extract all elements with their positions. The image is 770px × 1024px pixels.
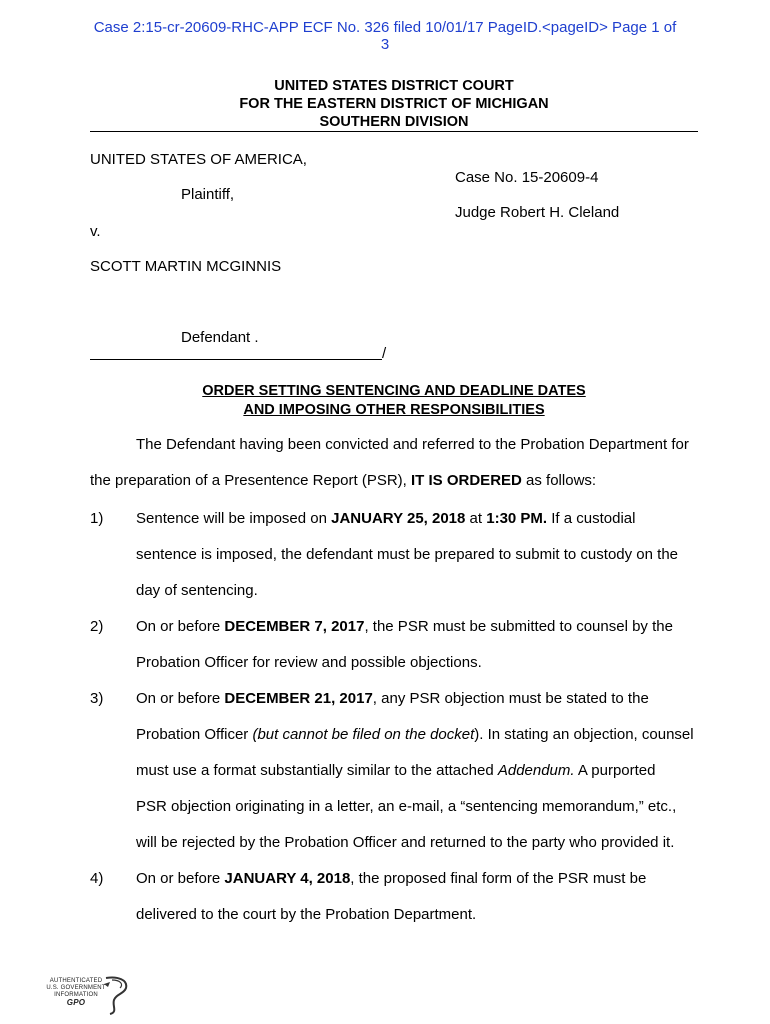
order-title-line2: AND IMPOSING OTHER RESPONSIBILITIES [243,402,545,418]
deadline-date: JANUARY 4, 2018 [224,870,351,887]
item-1-line3: day of sentencing. [136,582,258,599]
item-text: ). In stating an objection, counsel [474,726,694,743]
item-2-line2: Probation Officer for review and possible objections. [136,654,482,671]
item-number: 3) [90,690,104,707]
intro-line2 [90,472,596,490]
gpo-seal [42,972,134,1018]
ecf-header-line2: 3 [380,36,390,53]
seal-line: INFORMATION [54,992,98,998]
item-text: , the proposed final form of the PSR must be [350,870,647,887]
judge-name: Judge Robert H. Cleland [455,204,620,221]
item-text: On or before [136,870,225,887]
item-1-line2: sentence is imposed, the defendant must be prepared to submit to custody on the [136,546,678,563]
item-4-line2: delivered to the court by the Probation Department. [136,906,477,923]
ecf-header-line1: Case 2:15-cr-20609-RHC-APP ECF No. 326 filed 10/01/17 PageID.<pageID> Page 1 of [93,19,677,36]
item-3-line5: will be rejected by the Probation Officer and returned to the party who provided it. [136,834,675,851]
item-3-line3 [136,762,655,780]
item-2-line1 [136,618,673,636]
item-text: On or before [136,690,225,707]
sentencing-time: 1:30 PM. [486,510,548,527]
intro-ordered: IT IS ORDERED [411,472,522,489]
seal-line: AUTHENTICATED [49,978,103,984]
item-text: On or before [136,618,225,635]
case-number: Case No. 15-20609-4 [455,169,599,186]
item-number: 2) [90,618,104,635]
intro-line1: The Defendant having been convicted and referred to the Probation Department for [136,436,689,453]
seal-line: U.S. GOVERNMENT [46,985,106,991]
intro-text-c: as follows: [521,472,597,489]
item-text: Probation Officer [136,726,253,743]
defendant-name: SCOTT MARTIN MCGINNIS [90,258,282,275]
deadline-date: DECEMBER 7, 2017 [224,618,365,635]
eagle-icon [100,974,132,1016]
item-text: at [465,510,487,527]
item-number: 4) [90,870,104,887]
versus: v. [90,223,101,240]
item-text: If a custodial [547,510,636,527]
order-title-line1: ORDER SETTING SENTENCING AND DEADLINE DATES [202,383,586,399]
item-3-line2 [136,726,694,744]
item-text: , any PSR objection must be stated to the [372,690,649,707]
court-district: FOR THE EASTERN DISTRICT OF MICHIGAN [239,96,549,112]
item-text: must use a format substantially similar to the attached [136,762,498,779]
sentencing-date: JANUARY 25, 2018 [331,510,466,527]
item-3-line4: PSR objection originating in a letter, an e-mail, a “sentencing memorandum,” etc., [136,798,677,815]
court-name: UNITED STATES DISTRICT COURT [274,78,514,94]
item-text: , the PSR must be submitted to counsel by the [364,618,673,635]
addendum-ref: Addendum. [497,762,575,779]
intro-text-a: the preparation of a Presentence Report (PSR), [90,472,412,489]
heading-rule [90,131,698,132]
court-division: SOUTHERN DIVISION [319,114,469,130]
item-text: A purported [574,762,656,779]
item-4-line1 [136,870,646,888]
item-number: 1) [90,510,104,527]
plaintiff-role: Plaintiff, [181,186,235,203]
plaintiff-name: UNITED STATES OF AMERICA, [90,151,307,168]
item-3-line1 [136,690,649,708]
seal-gpo: GPO [66,998,86,1007]
caption-rule [90,359,382,360]
defendant-role: Defendant . [181,329,259,346]
deadline-date: DECEMBER 21, 2017 [224,690,373,707]
item-text: Sentence will be imposed on [136,510,332,527]
caption-slash: / [382,345,387,362]
item-1-line1 [136,510,635,528]
item-italic: (but cannot be filed on the docket [252,726,475,743]
